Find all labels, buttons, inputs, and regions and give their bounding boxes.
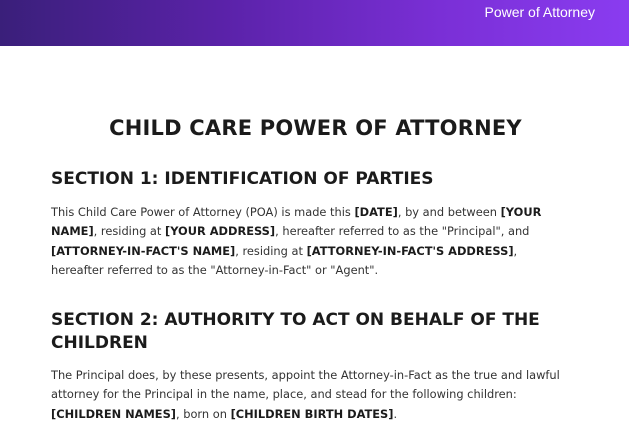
paragraph-text: This Child Care Power of Attorney (POA) is made this (51, 205, 355, 219)
placeholder-field: [YOUR ADDRESS] (165, 224, 276, 239)
placeholder-field: [YOUR NAME] (51, 205, 542, 239)
section-1-paragraph (51, 203, 571, 280)
placeholder-field: [ATTORNEY-IN-FACT'S NAME] (51, 243, 236, 258)
paragraph-text: , born on (175, 406, 231, 421)
header-label: Power of Attorney (484, 4, 595, 20)
paragraph-text: , hereafter referred to as the "Principal", and (275, 224, 530, 239)
placeholder-field: [CHILDREN NAMES] (51, 406, 176, 421)
paragraph-text: . (393, 406, 398, 421)
paragraph-text: , hereafter referred to as the "Attorney-in-Fact" or "Agent". (51, 243, 518, 277)
placeholder-field: [ATTORNEY-IN-FACT'S ADDRESS] (306, 243, 514, 258)
paragraph-text: The Principal does, by these presents, appoint the Attorney-in-Fact as the true and lawful attorney for the Principal in the name, place, and stead for the following children: (51, 368, 560, 402)
section-2-paragraph (51, 366, 571, 424)
placeholder-field: [CHILDREN BIRTH DATES] (230, 406, 394, 421)
document-title: CHILD CARE POWER OF ATTORNEY (109, 116, 522, 140)
placeholder-field: [DATE] (354, 205, 398, 219)
section-2-heading: SECTION 2: AUTHORITY TO ACT ON BEHALF OF THE CHILDREN (51, 310, 540, 353)
paragraph-text: , by and between (397, 205, 501, 219)
paragraph-text: , residing at (93, 224, 165, 239)
header-banner (0, 0, 629, 46)
paragraph-text: , residing at (235, 243, 307, 258)
section-1-heading: SECTION 1: IDENTIFICATION OF PARTIES (51, 169, 434, 189)
